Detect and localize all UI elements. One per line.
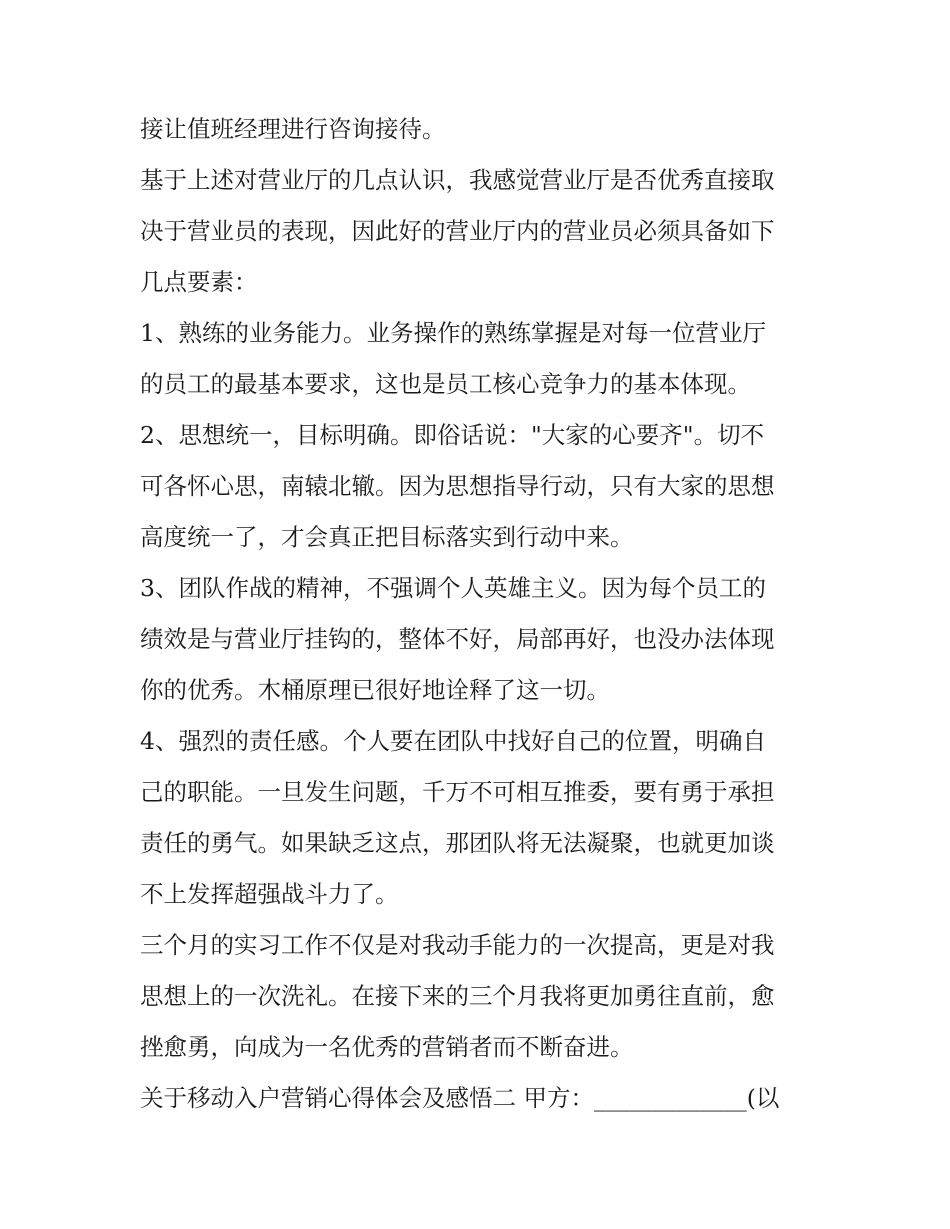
text-line: 4、强烈的责任感。个人要在团队中找好自己的位置，明确自: [140, 727, 766, 755]
text-line: 3、团队作战的精神，不强调个人英雄主义。因为每个员工的: [140, 574, 766, 602]
text-line: 关于移动入户营销心得体会及感悟二 甲方：_____________(以: [140, 1084, 780, 1112]
text-line: 责任的勇气。如果缺乏这点，那团队将无法凝聚，也就更加谈: [140, 829, 775, 857]
text-line: 基于上述对营业厅的几点认识，我感觉营业厅是否优秀直接取: [140, 166, 775, 194]
text-line: 思想上的一次洗礼。在接下来的三个月我将更加勇往直前，愈: [140, 982, 775, 1010]
text-line: 1、熟练的业务能力。业务操作的熟练掌握是对每一位营业厅: [140, 319, 766, 347]
document-body: [140, 104, 820, 1124]
text-line: 挫愈勇，向成为一名优秀的营销者而不断奋进。: [140, 1033, 634, 1061]
text-line: 决于营业员的表现，因此好的营业厅内的营业员必须具备如下: [140, 217, 775, 245]
text-line: 绩效是与营业厅挂钩的，整体不好，局部再好，也没办法体现: [140, 625, 775, 653]
text-line: 己的职能。一旦发生问题，千万不可相互推委，要有勇于承担: [140, 778, 775, 806]
text-line: 不上发挥超强战斗力了。: [140, 880, 399, 908]
text-line: 接让值班经理进行咨询接待。: [140, 115, 446, 143]
text-line: 可各怀心思，南辕北辙。因为思想指导行动，只有大家的思想: [140, 472, 775, 500]
text-line: 你的优秀。木桶原理已很好地诠释了这一切。: [140, 676, 610, 704]
text-line: 几点要素：: [140, 268, 258, 296]
text-line: 三个月的实习工作不仅是对我动手能力的一次提高，更是对我: [140, 931, 775, 959]
text-line: 的员工的最基本要求，这也是员工核心竞争力的基本体现。: [140, 370, 751, 398]
text-line: 高度统一了，才会真正把目标落实到行动中来。: [140, 523, 634, 551]
text-line: 2、思想统一，目标明确。即俗话说："大家的心要齐"。切不: [140, 421, 765, 449]
